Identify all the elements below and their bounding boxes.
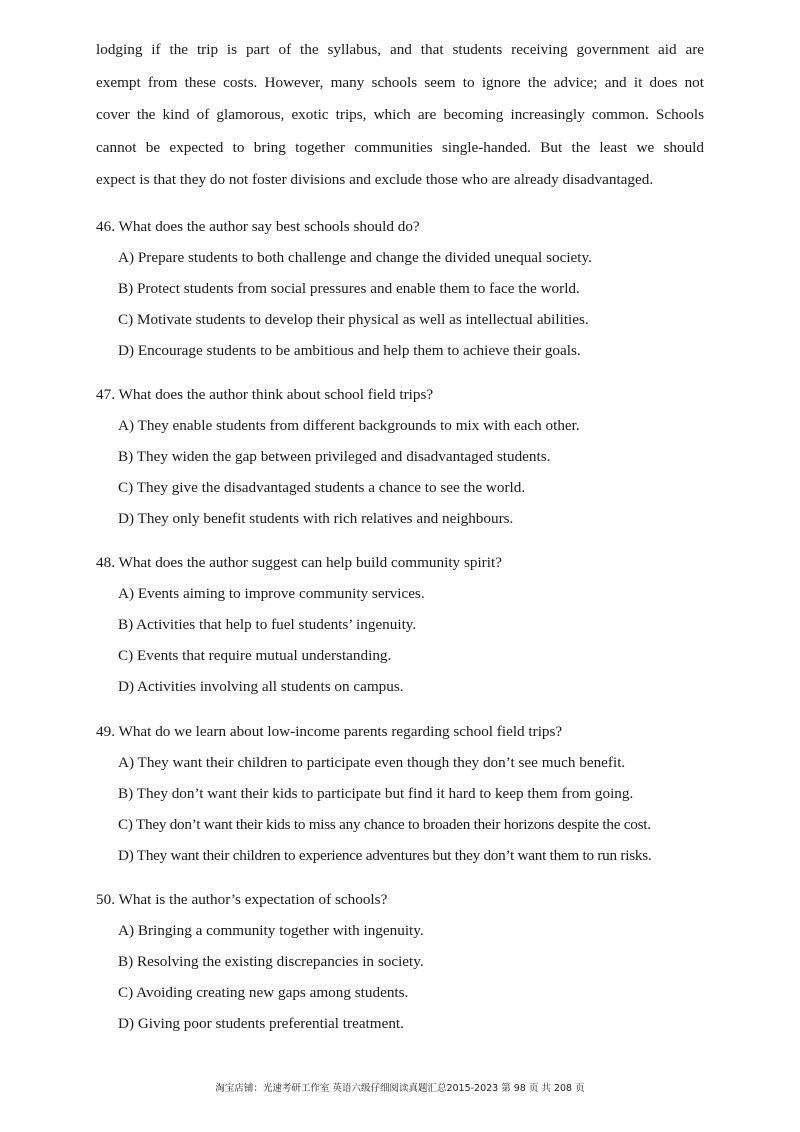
passage-text [96, 34, 704, 197]
option-a: A) Prepare students to both challenge and change the divided unequal society. [118, 249, 592, 266]
option-d: D) Giving poor students preferential treatment. [118, 1015, 404, 1032]
question-stem: 48. What does the author suggest can help build community spirit? [96, 554, 502, 571]
option-c: C) They don’t want their kids to miss any chance to broaden their horizons despite the cost. [118, 816, 651, 833]
option-a: A) They want their children to participate even though they don’t see much benefit. [118, 754, 626, 771]
option-b: B) They don’t want their kids to participate but find it hard to keep them from going. [118, 785, 634, 802]
option-a: A) They enable students from different backgrounds to mix with each other. [118, 417, 580, 434]
option-b: B) Resolving the existing discrepancies in society. [118, 953, 424, 970]
page-footer: 淘宝店铺：光速考研工作室 英语六级仔细阅读真题汇总2015-2023 第 98 页 共 208 页 [215, 1083, 585, 1094]
passage-line: lodging if the trip is part of the syllabus, and that students receiving government aid are [96, 41, 704, 58]
option-d: D) They only benefit students with rich relatives and neighbours. [118, 510, 514, 527]
question-50 [96, 884, 716, 1039]
option-b: B) Protect students from social pressures and enable them to face the world. [118, 280, 580, 297]
passage-line: cover the kind of glamorous, exotic trips, which are becoming increasingly common. Schools [96, 106, 704, 124]
question-46 [96, 211, 716, 366]
question-stem: 49. What do we learn about low-income parents regarding school field trips? [96, 723, 563, 740]
option-b: B) Activities that help to fuel students’ ingenuity. [118, 616, 417, 633]
option-d: D) They want their children to experience adventures but they don’t want them to run risks. [118, 847, 652, 864]
option-a: A) Events aiming to improve community services. [118, 585, 425, 602]
question-stem: 47. What does the author think about school field trips? [96, 386, 434, 403]
option-d: D) Activities involving all students on campus. [118, 678, 404, 695]
option-c: C) Events that require mutual understanding. [118, 647, 392, 664]
passage-line: cannot be expected to bring together communities single-handed. But the least we should [96, 138, 704, 156]
question-stem: 50. What is the author’s expectation of schools? [96, 891, 388, 908]
question-stem: 46. What does the author say best schools should do? [96, 218, 420, 235]
option-c: C) Avoiding creating new gaps among students. [118, 984, 409, 1001]
option-a: A) Bringing a community together with ingenuity. [118, 922, 424, 939]
option-b: B) They widen the gap between privileged and disadvantaged students. [118, 448, 551, 465]
option-d: D) Encourage students to be ambitious and help them to achieve their goals. [118, 342, 581, 359]
option-c: C) They give the disadvantaged students a chance to see the world. [118, 479, 526, 496]
question-48 [96, 547, 716, 702]
question-47 [96, 379, 716, 534]
question-49 [96, 716, 716, 871]
passage-line: exempt from these costs. However, many schools seem to ignore the advice; and it does not [96, 73, 704, 91]
passage-line: expect is that they do not foster divisions and exclude those who are already disadvantaged. [96, 171, 654, 189]
option-c: C) Motivate students to develop their physical as well as intellectual abilities. [118, 311, 589, 328]
